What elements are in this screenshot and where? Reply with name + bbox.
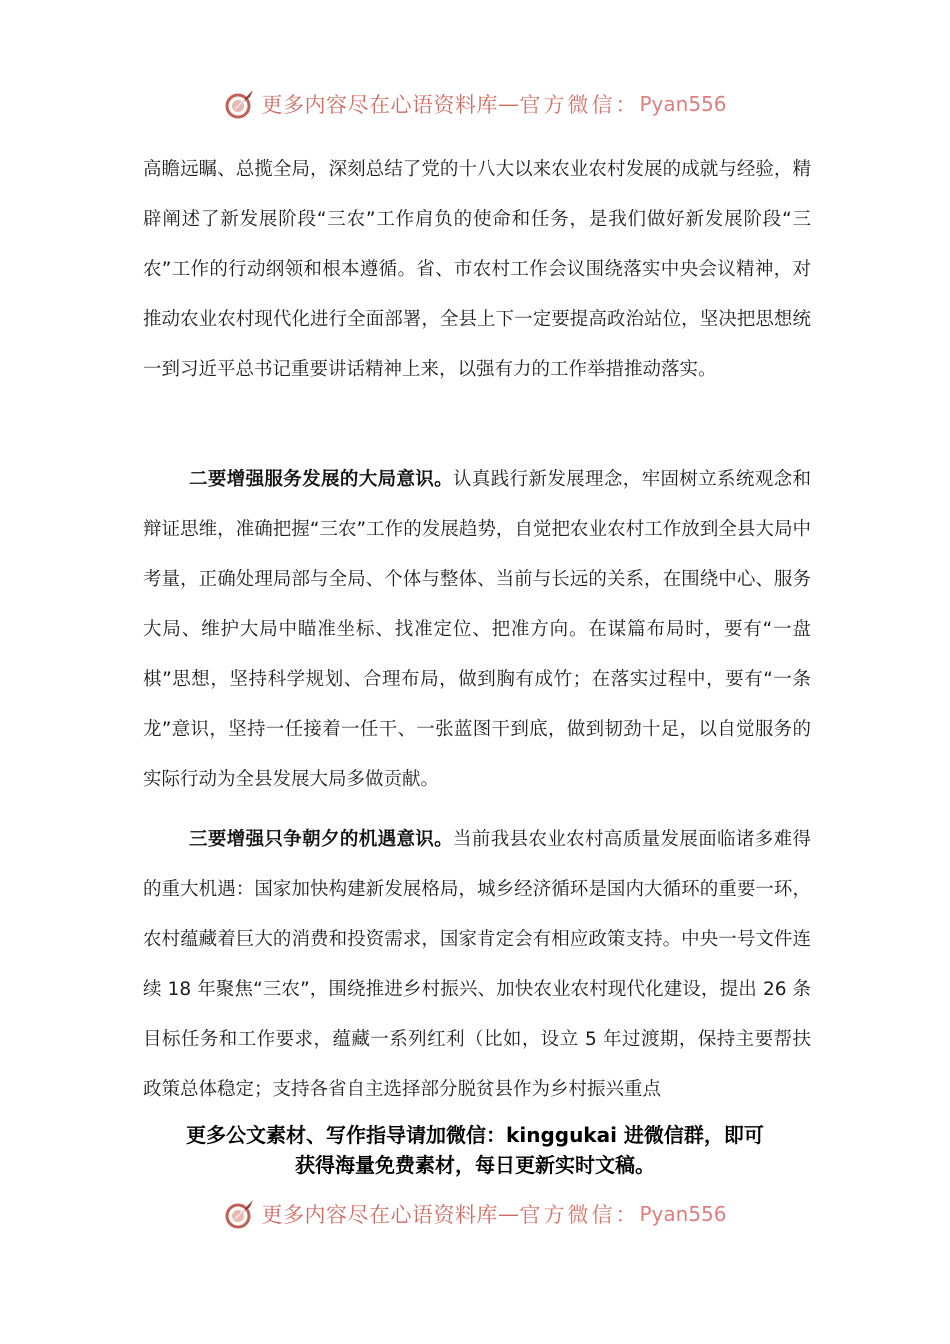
body-paragraph-3 [143,815,811,1115]
wechat-label: 官方微信： [519,93,640,117]
wechat-label: 官方微信： [519,1203,640,1227]
footer-promo-line-1: 更多公文素材、写作指导请加微信：kinggukai 进微信群，即可 [186,1123,764,1147]
quill-pen-logo-icon [223,87,257,121]
paragraph-2-heading: 二要增强服务发展的大局意识。 [189,469,454,490]
brand-separator: — [497,1202,520,1226]
footer-watermark-banner [0,1194,950,1234]
footer-promo-note [0,1120,950,1180]
wechat-id: Pyan556 [639,1202,727,1226]
paragraph-1-text: 高瞻远瞩、总揽全局，深刻总结了党的十八大以来农业农村发展的成就与经验，精辟阐述了新发展阶段“三农”工作肩负的使命和任务，是我们做好新发展阶段“三农”工作的行动纲领和根本遵循。省、市农村工作会议围绕落实中央会议精神，对推动农业农村现代化进行全面部署，全县上下一定要提高政治站位，坚决把思想统一到习近平总书记重要讲话精神上来，以强有力的工作举措推动落实。 [143,159,811,380]
wechat-id: Pyan556 [639,92,727,116]
body-paragraph-1 [143,145,811,395]
paragraph-3-text: 当前我县农业农村高质量发展面临诸多难得的重大机遇：国家加快构建新发展格局，城乡经济循环是国内大循环的重要一环，农村蕴藏着巨大的消费和投资需求，国家肯定会有相应政策支持。中央一号文件连续 18 年聚焦“三农”，围绕推进乡村振兴、加快农业农村现代化建设，提出 26 条目标任务和工作要求，蕴藏一系列红利（比如，设立 5 年过渡期，保持主要帮扶政策总体稳定；支持各省自主选择部分脱贫县作为乡村振兴重点 [143,829,811,1100]
quill-pen-logo-icon [223,1197,257,1231]
brand-text: 更多内容尽在心语资料库 [261,93,498,117]
paragraph-2-text: 认真践行新发展理念，牢固树立系统观念和辩证思维，准确把握“三农”工作的发展趋势，自觉把农业农村工作放到全县大局中考量，正确处理局部与全局、个体与整体、当前与长远的关系，在围绕中心、服务大局、维护大局中瞄准坐标、找准定位、把准方向。在谋篇布局时，要有“一盘棋”思想，坚持科学规划、合理布局，做到胸有成竹；在落实过程中，要有“一条龙”意识，坚持一任接着一任干、一张蓝图干到底，做到韧劲十足，以自觉服务的实际行动为全县发展大局多做贡献。 [143,469,811,790]
body-paragraph-2 [143,455,811,805]
paragraph-3-heading: 三要增强只争朝夕的机遇意识。 [189,829,454,850]
brand-separator: — [497,92,520,116]
header-watermark-banner [0,84,950,124]
brand-text: 更多内容尽在心语资料库 [261,1203,498,1227]
footer-promo-line-2: 获得海量免费素材，每日更新实时文稿。 [295,1153,655,1177]
